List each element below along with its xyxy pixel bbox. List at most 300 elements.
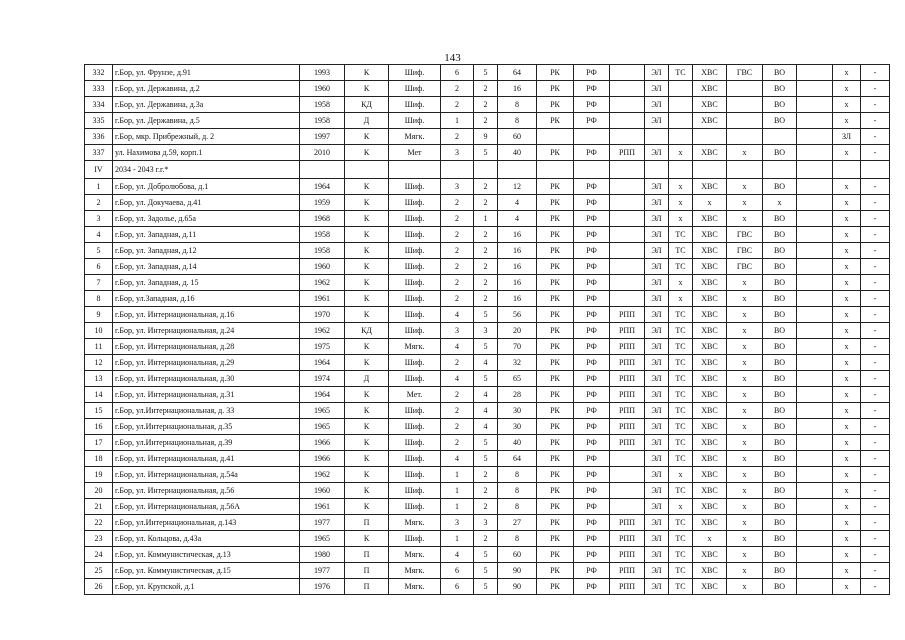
utility-vo-cell: ВО xyxy=(763,291,797,307)
empty-cell xyxy=(763,161,797,179)
status-col-cell: - xyxy=(861,387,890,403)
utility-rk-cell: РК xyxy=(537,227,574,243)
utility-rf-cell: РФ xyxy=(574,243,610,259)
extra-col-cell xyxy=(797,547,833,563)
table-row xyxy=(85,291,890,307)
floors-count-cell: 1 xyxy=(441,531,474,547)
address-cell: г.Бор, ул. Державина, д.3а xyxy=(113,97,300,113)
row-number-cell: 14 xyxy=(85,387,113,403)
row-number-cell: 337 xyxy=(85,145,113,161)
table-row xyxy=(85,435,890,451)
utility-gvs-cell: х xyxy=(727,531,763,547)
roof-type-cell: Шиф. xyxy=(389,371,441,387)
utility-rf-cell: РФ xyxy=(574,579,610,595)
wall-material-cell: Д xyxy=(345,113,389,129)
wall-material-cell: П xyxy=(345,515,389,531)
utility-rk-cell: РК xyxy=(537,419,574,435)
entrances-count-cell: 2 xyxy=(474,483,498,499)
roof-type-cell: Шиф. xyxy=(389,113,441,129)
year-built-cell: 1958 xyxy=(300,97,345,113)
utility-rf-cell: РФ xyxy=(574,81,610,97)
utility-el-cell: ЭЛ xyxy=(645,547,669,563)
utility-rk-cell: РК xyxy=(537,531,574,547)
utility-rf-cell: РФ xyxy=(574,403,610,419)
roof-type-cell: Мет. xyxy=(389,387,441,403)
status-col-cell: - xyxy=(861,451,890,467)
utility-gvs-cell: х xyxy=(727,339,763,355)
gas-col-cell: х xyxy=(833,387,861,403)
floors-count-cell: 2 xyxy=(441,227,474,243)
entrances-count-cell: 2 xyxy=(474,97,498,113)
year-built-cell: 1966 xyxy=(300,435,345,451)
status-col-cell: - xyxy=(861,145,890,161)
utility-ts-cell: ТС xyxy=(669,451,693,467)
utility-hvs-cell: ХВС xyxy=(693,307,727,323)
utility-ts-cell: ТС xyxy=(669,371,693,387)
utility-gvs-cell xyxy=(727,97,763,113)
utility-ts-cell: ТС xyxy=(669,515,693,531)
gas-col-cell: х xyxy=(833,211,861,227)
utility-rf-cell: РФ xyxy=(574,227,610,243)
entrances-count-cell: 1 xyxy=(474,211,498,227)
apartments-count-cell: 56 xyxy=(498,307,537,323)
utility-vo-cell: ВО xyxy=(763,259,797,275)
utility-rpp-cell: РПП xyxy=(610,371,645,387)
utility-gvs-cell: ГВС xyxy=(727,259,763,275)
utility-ts-cell: ТС xyxy=(669,563,693,579)
utility-hvs-cell: ХВС xyxy=(693,145,727,161)
wall-material-cell: К xyxy=(345,259,389,275)
utility-rpp-cell xyxy=(610,97,645,113)
utility-rpp-cell: РПП xyxy=(610,515,645,531)
status-col-cell: - xyxy=(861,243,890,259)
wall-material-cell: К xyxy=(345,291,389,307)
utility-rf-cell: РФ xyxy=(574,65,610,81)
utility-el-cell: ЭЛ xyxy=(645,563,669,579)
utility-ts-cell: ТС xyxy=(669,483,693,499)
utility-ts-cell: ТС xyxy=(669,387,693,403)
entrances-count-cell: 5 xyxy=(474,371,498,387)
utility-el-cell: ЭЛ xyxy=(645,579,669,595)
roof-type-cell: Шиф. xyxy=(389,483,441,499)
entrances-count-cell: 2 xyxy=(474,467,498,483)
address-cell: г.Бор, ул.Интернациональная, д.35 xyxy=(113,419,300,435)
utility-rpp-cell xyxy=(610,259,645,275)
roof-type-cell: Шиф. xyxy=(389,323,441,339)
status-col-cell: - xyxy=(861,291,890,307)
utility-hvs-cell: ХВС xyxy=(693,435,727,451)
entrances-count-cell: 2 xyxy=(474,499,498,515)
apartments-count-cell: 20 xyxy=(498,323,537,339)
utility-rpp-cell xyxy=(610,227,645,243)
utility-ts-cell: х xyxy=(669,179,693,195)
address-cell: г.Бор, ул. Задолье, д.65а xyxy=(113,211,300,227)
utility-ts-cell: х xyxy=(669,467,693,483)
utility-rpp-cell: РПП xyxy=(610,419,645,435)
utility-ts-cell: ТС xyxy=(669,403,693,419)
utility-rf-cell: РФ xyxy=(574,547,610,563)
utility-hvs-cell: ХВС xyxy=(693,467,727,483)
utility-vo-cell: ВО xyxy=(763,483,797,499)
entrances-count-cell: 2 xyxy=(474,291,498,307)
utility-gvs-cell: х xyxy=(727,307,763,323)
utility-ts-cell: ТС xyxy=(669,259,693,275)
status-col-cell: - xyxy=(861,259,890,275)
section-number: IV xyxy=(85,161,113,179)
status-col-cell: - xyxy=(861,531,890,547)
utility-el-cell: ЭЛ xyxy=(645,339,669,355)
row-number-cell: 8 xyxy=(85,291,113,307)
gas-col-cell: х xyxy=(833,179,861,195)
utility-hvs-cell: ХВС xyxy=(693,483,727,499)
utility-vo-cell: ВО xyxy=(763,323,797,339)
status-col-cell: - xyxy=(861,195,890,211)
floors-count-cell: 2 xyxy=(441,129,474,145)
empty-cell xyxy=(441,161,474,179)
utility-rf-cell: РФ xyxy=(574,355,610,371)
row-number-cell: 20 xyxy=(85,483,113,499)
entrances-count-cell: 3 xyxy=(474,515,498,531)
roof-type-cell: Шиф. xyxy=(389,97,441,113)
wall-material-cell: К xyxy=(345,145,389,161)
address-cell: г.Бор, ул. Интернациональная, д.54а xyxy=(113,467,300,483)
table-row xyxy=(85,499,890,515)
extra-col-cell xyxy=(797,467,833,483)
floors-count-cell: 1 xyxy=(441,113,474,129)
utility-el-cell: ЭЛ xyxy=(645,307,669,323)
empty-cell xyxy=(833,161,861,179)
roof-type-cell: Мягк. xyxy=(389,563,441,579)
apartments-count-cell: 8 xyxy=(498,483,537,499)
utility-hvs-cell: ХВС xyxy=(693,227,727,243)
row-number-cell: 4 xyxy=(85,227,113,243)
apartments-count-cell: 60 xyxy=(498,547,537,563)
empty-cell xyxy=(389,161,441,179)
utility-ts-cell: ТС xyxy=(669,355,693,371)
year-built-cell: 1965 xyxy=(300,531,345,547)
row-number-cell: 22 xyxy=(85,515,113,531)
utility-rk-cell: РК xyxy=(537,403,574,419)
utility-gvs-cell: х xyxy=(727,419,763,435)
apartments-count-cell: 40 xyxy=(498,145,537,161)
entrances-count-cell: 2 xyxy=(474,227,498,243)
apartments-count-cell: 16 xyxy=(498,243,537,259)
wall-material-cell: П xyxy=(345,563,389,579)
utility-hvs-cell: ХВС xyxy=(693,451,727,467)
table-row xyxy=(85,195,890,211)
utility-gvs-cell: х xyxy=(727,499,763,515)
status-col-cell: - xyxy=(861,483,890,499)
gas-col-cell: х xyxy=(833,531,861,547)
utility-rf-cell: РФ xyxy=(574,451,610,467)
apartments-count-cell: 64 xyxy=(498,65,537,81)
floors-count-cell: 6 xyxy=(441,563,474,579)
gas-col-cell: х xyxy=(833,403,861,419)
utility-gvs-cell: х xyxy=(727,387,763,403)
year-built-cell: 1961 xyxy=(300,291,345,307)
row-number-cell: 7 xyxy=(85,275,113,291)
utility-el-cell: ЭЛ xyxy=(645,259,669,275)
row-number-cell: 23 xyxy=(85,531,113,547)
utility-rf-cell: РФ xyxy=(574,259,610,275)
row-number-cell: 6 xyxy=(85,259,113,275)
utility-hvs-cell: х xyxy=(693,195,727,211)
year-built-cell: 1975 xyxy=(300,339,345,355)
utility-vo-cell: ВО xyxy=(763,275,797,291)
extra-col-cell xyxy=(797,403,833,419)
utility-hvs-cell: ХВС xyxy=(693,499,727,515)
utility-el-cell: ЭЛ xyxy=(645,483,669,499)
utility-el-cell: ЭЛ xyxy=(645,243,669,259)
status-col-cell: - xyxy=(861,435,890,451)
apartments-count-cell: 12 xyxy=(498,179,537,195)
year-built-cell: 1968 xyxy=(300,211,345,227)
row-number-cell: 11 xyxy=(85,339,113,355)
utility-gvs-cell: ГВС xyxy=(727,227,763,243)
wall-material-cell: К xyxy=(345,387,389,403)
address-cell: г.Бор, ул. Интернациональная, д.24 xyxy=(113,323,300,339)
utility-hvs-cell: ХВС xyxy=(693,179,727,195)
utility-rpp-cell xyxy=(610,275,645,291)
wall-material-cell: К xyxy=(345,403,389,419)
empty-cell xyxy=(300,161,345,179)
utility-gvs-cell: х xyxy=(727,275,763,291)
utility-rk-cell: РК xyxy=(537,179,574,195)
wall-material-cell: К xyxy=(345,65,389,81)
row-number-cell: 333 xyxy=(85,81,113,97)
utility-el-cell: ЭЛ xyxy=(645,65,669,81)
utility-ts-cell: ТС xyxy=(669,307,693,323)
apartments-count-cell: 90 xyxy=(498,563,537,579)
table-row xyxy=(85,243,890,259)
utility-rk-cell: РК xyxy=(537,579,574,595)
empty-cell xyxy=(861,161,890,179)
row-number-cell: 16 xyxy=(85,419,113,435)
utility-vo-cell: ВО xyxy=(763,243,797,259)
year-built-cell: 1962 xyxy=(300,323,345,339)
gas-col-cell: х xyxy=(833,195,861,211)
utility-rpp-cell xyxy=(610,113,645,129)
table-row xyxy=(85,547,890,563)
utility-rpp-cell xyxy=(610,195,645,211)
extra-col-cell xyxy=(797,243,833,259)
empty-cell xyxy=(574,161,610,179)
utility-hvs-cell: ХВС xyxy=(693,387,727,403)
utility-hvs-cell: ХВС xyxy=(693,323,727,339)
utility-ts-cell: х xyxy=(669,499,693,515)
utility-el-cell: ЭЛ xyxy=(645,323,669,339)
utility-vo-cell: ВО xyxy=(763,371,797,387)
address-cell: г.Бор, ул. Интернациональная, д.56А xyxy=(113,499,300,515)
utility-rf-cell: РФ xyxy=(574,419,610,435)
utility-vo-cell: ВО xyxy=(763,499,797,515)
wall-material-cell: К xyxy=(345,531,389,547)
gas-col-cell: х xyxy=(833,579,861,595)
floors-count-cell: 3 xyxy=(441,179,474,195)
table-row xyxy=(85,483,890,499)
utility-rpp-cell xyxy=(610,129,645,145)
address-cell: ул. Нахимова д.59, корп.1 xyxy=(113,145,300,161)
entrances-count-cell: 2 xyxy=(474,179,498,195)
utility-rpp-cell xyxy=(610,499,645,515)
year-built-cell: 1962 xyxy=(300,275,345,291)
extra-col-cell xyxy=(797,307,833,323)
utility-gvs-cell: х xyxy=(727,145,763,161)
utility-hvs-cell: ХВС xyxy=(693,81,727,97)
wall-material-cell: К xyxy=(345,467,389,483)
gas-col-cell: х xyxy=(833,451,861,467)
wall-material-cell: К xyxy=(345,499,389,515)
address-cell: г.Бор, ул. Крупской, д.1 xyxy=(113,579,300,595)
year-built-cell: 1976 xyxy=(300,579,345,595)
gas-col-cell: х xyxy=(833,371,861,387)
roof-type-cell: Шиф. xyxy=(389,195,441,211)
floors-count-cell: 1 xyxy=(441,499,474,515)
year-built-cell: 1965 xyxy=(300,403,345,419)
utility-ts-cell: ТС xyxy=(669,579,693,595)
floors-count-cell: 2 xyxy=(441,387,474,403)
utility-rpp-cell xyxy=(610,483,645,499)
extra-col-cell xyxy=(797,81,833,97)
floors-count-cell: 6 xyxy=(441,579,474,595)
floors-count-cell: 2 xyxy=(441,195,474,211)
extra-col-cell xyxy=(797,97,833,113)
address-cell: г.Бор, ул. Интернациональная, д.28 xyxy=(113,339,300,355)
apartments-count-cell: 8 xyxy=(498,467,537,483)
roof-type-cell: Мягк. xyxy=(389,129,441,145)
roof-type-cell: Мягк. xyxy=(389,547,441,563)
year-built-cell: 1980 xyxy=(300,547,345,563)
utility-rk-cell xyxy=(537,129,574,145)
gas-col-cell: х xyxy=(833,275,861,291)
empty-cell xyxy=(537,161,574,179)
utility-vo-cell: ВО xyxy=(763,339,797,355)
roof-type-cell: Шиф. xyxy=(389,435,441,451)
gas-col-cell: х xyxy=(833,145,861,161)
roof-type-cell: Шиф. xyxy=(389,275,441,291)
apartments-count-cell: 32 xyxy=(498,355,537,371)
roof-type-cell: Шиф. xyxy=(389,403,441,419)
utility-rpp-cell xyxy=(610,243,645,259)
utility-ts-cell: х xyxy=(669,211,693,227)
floors-count-cell: 2 xyxy=(441,291,474,307)
floors-count-cell: 4 xyxy=(441,339,474,355)
wall-material-cell: К xyxy=(345,195,389,211)
table-row xyxy=(85,129,890,145)
apartments-count-cell: 8 xyxy=(498,499,537,515)
utility-rpp-cell: РПП xyxy=(610,355,645,371)
entrances-count-cell: 5 xyxy=(474,563,498,579)
utility-hvs-cell: ХВС xyxy=(693,419,727,435)
floors-count-cell: 4 xyxy=(441,307,474,323)
utility-ts-cell xyxy=(669,81,693,97)
apartments-count-cell: 8 xyxy=(498,113,537,129)
utility-gvs-cell: х xyxy=(727,291,763,307)
floors-count-cell: 2 xyxy=(441,81,474,97)
entrances-count-cell: 4 xyxy=(474,387,498,403)
address-cell: г.Бор, ул. Коммунистическая, д.13 xyxy=(113,547,300,563)
apartments-count-cell: 70 xyxy=(498,339,537,355)
status-col-cell: - xyxy=(861,275,890,291)
utility-rpp-cell xyxy=(610,467,645,483)
utility-el-cell: ЭЛ xyxy=(645,291,669,307)
entrances-count-cell: 5 xyxy=(474,307,498,323)
floors-count-cell: 4 xyxy=(441,547,474,563)
utility-rf-cell: РФ xyxy=(574,291,610,307)
utility-ts-cell: ТС xyxy=(669,435,693,451)
utility-ts-cell: ТС xyxy=(669,323,693,339)
utility-rf-cell: РФ xyxy=(574,515,610,531)
utility-rpp-cell xyxy=(610,65,645,81)
year-built-cell: 1974 xyxy=(300,371,345,387)
row-number-cell: 25 xyxy=(85,563,113,579)
table-row xyxy=(85,179,890,195)
gas-col-cell: х xyxy=(833,515,861,531)
utility-el-cell: ЭЛ xyxy=(645,81,669,97)
roof-type-cell: Шиф. xyxy=(389,419,441,435)
utility-rpp-cell: РПП xyxy=(610,403,645,419)
gas-col-cell: х xyxy=(833,419,861,435)
year-built-cell: 1977 xyxy=(300,515,345,531)
apartments-count-cell: 4 xyxy=(498,211,537,227)
utility-hvs-cell: ХВС xyxy=(693,291,727,307)
status-col-cell: - xyxy=(861,515,890,531)
utility-rk-cell: РК xyxy=(537,547,574,563)
utility-gvs-cell: х xyxy=(727,355,763,371)
utility-rpp-cell: РПП xyxy=(610,307,645,323)
extra-col-cell xyxy=(797,371,833,387)
year-built-cell: 1965 xyxy=(300,419,345,435)
utility-el-cell: ЭЛ xyxy=(645,211,669,227)
utility-ts-cell xyxy=(669,129,693,145)
status-col-cell: - xyxy=(861,211,890,227)
utility-rk-cell: РК xyxy=(537,355,574,371)
utility-gvs-cell: х xyxy=(727,515,763,531)
entrances-count-cell: 2 xyxy=(474,243,498,259)
section-row xyxy=(85,161,890,179)
utility-rf-cell: РФ xyxy=(574,179,610,195)
utility-rk-cell: РК xyxy=(537,387,574,403)
extra-col-cell xyxy=(797,339,833,355)
utility-rk-cell: РК xyxy=(537,145,574,161)
utility-ts-cell: ТС xyxy=(669,531,693,547)
utility-rf-cell: РФ xyxy=(574,467,610,483)
address-cell: г.Бор, ул.Интернациональная, д.39 xyxy=(113,435,300,451)
utility-el-cell: ЭЛ xyxy=(645,515,669,531)
year-built-cell: 1964 xyxy=(300,355,345,371)
apartments-count-cell: 30 xyxy=(498,419,537,435)
row-number-cell: 26 xyxy=(85,579,113,595)
utility-rf-cell: РФ xyxy=(574,483,610,499)
wall-material-cell: К xyxy=(345,307,389,323)
table-row xyxy=(85,579,890,595)
utility-ts-cell xyxy=(669,97,693,113)
roof-type-cell: Мягк. xyxy=(389,339,441,355)
floors-count-cell: 4 xyxy=(441,371,474,387)
utility-vo-cell: ВО xyxy=(763,515,797,531)
address-cell: г.Бор, ул. Интернациональная, д.41 xyxy=(113,451,300,467)
utility-rk-cell: РК xyxy=(537,563,574,579)
year-built-cell: 1960 xyxy=(300,483,345,499)
table-row xyxy=(85,339,890,355)
entrances-count-cell: 2 xyxy=(474,531,498,547)
empty-cell xyxy=(797,161,833,179)
year-built-cell: 1961 xyxy=(300,499,345,515)
extra-col-cell xyxy=(797,195,833,211)
status-col-cell: - xyxy=(861,323,890,339)
roof-type-cell: Мягк. xyxy=(389,515,441,531)
status-col-cell: - xyxy=(861,65,890,81)
